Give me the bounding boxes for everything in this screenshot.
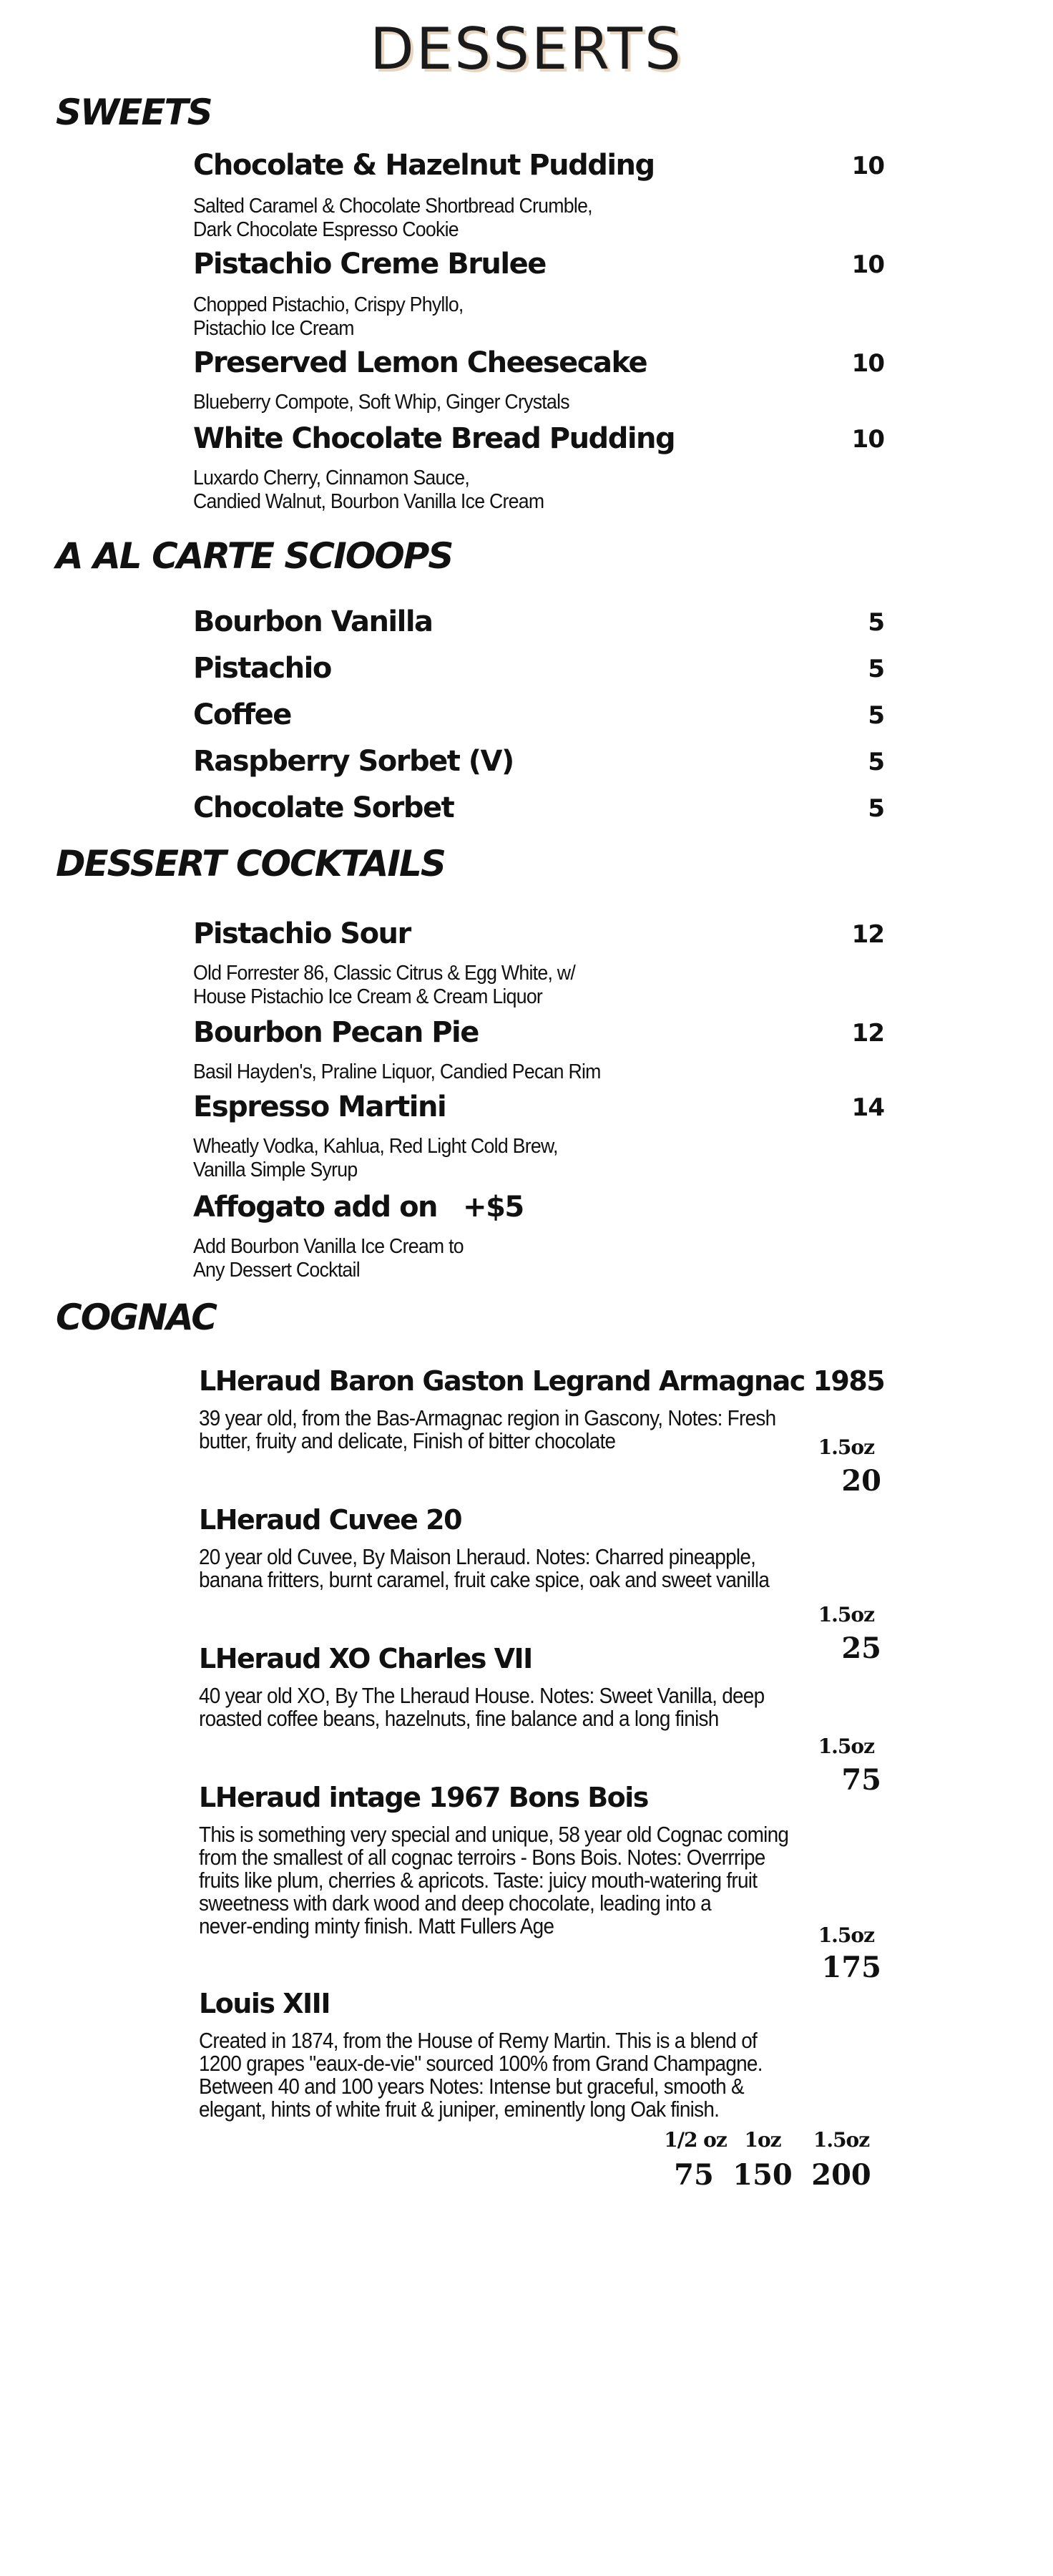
- item-name: LHeraud Baron Gaston Legrand Armagnac 1985: [199, 1365, 885, 1397]
- item-description: Salted Caramel & Chocolate Shortbread Crumble, Dark Chocolate Espresso Cookie: [193, 195, 592, 241]
- pour-size: 1.5oz: [813, 2128, 870, 2152]
- item-price: 10: [851, 250, 884, 279]
- pour-size: 1.5oz: [818, 1435, 874, 1459]
- item-description: Luxardo Cherry, Cinnamon Sauce, Candied Walnut, Bourbon Vanilla Ice Cream: [193, 467, 544, 513]
- item-description: 20 year old Cuvee, By Maison Lheraud. Notes: Charred pineapple, banana fritters, burnt caramel, fruit cake spice, oak and sweet vanilla: [199, 1544, 770, 1592]
- page-title: DESSERTS: [370, 16, 683, 82]
- item-name: Bourbon Vanilla: [193, 605, 433, 638]
- item-name: LHeraud XO Charles VII: [199, 1643, 532, 1674]
- item-name: Pistachio Creme Brulee: [193, 248, 546, 280]
- pour-size: 1.5oz: [818, 1735, 874, 1758]
- item-price: 5: [868, 748, 884, 776]
- item-price: 5: [868, 655, 884, 683]
- item-price: 14: [851, 1093, 884, 1122]
- section-title-cocktails: DESSERT COCKTAILS: [56, 843, 445, 884]
- pour-size: 1oz: [744, 2128, 781, 2152]
- item-price: 75: [674, 2158, 714, 2192]
- pour-size: 1.5oz: [818, 1923, 874, 1947]
- pour-size: 1.5oz: [818, 1603, 874, 1626]
- item-price: 200: [811, 2158, 871, 2192]
- item-price: 20: [841, 1464, 881, 1498]
- item-price: +$5: [463, 1191, 524, 1224]
- item-price: 5: [868, 608, 884, 637]
- item-price: 10: [851, 425, 884, 454]
- item-name: Chocolate Sorbet: [193, 791, 454, 824]
- item-price: 12: [851, 920, 884, 949]
- item-description: Blueberry Compote, Soft Whip, Ginger Crystals: [193, 391, 569, 414]
- pour-size: 1/2 oz: [664, 2128, 727, 2152]
- item-description: Created in 1874, from the House of Remy Martin. This is a blend of 1200 grapes "eaux-de-vie" sourced 100% from Grand Champagne. Between 40 and 100 years Notes: Intense but graceful, smooth & elegant, hints of white fruit & juniper, eminently long Oak finish.: [199, 2028, 763, 2122]
- item-name: Coffee: [193, 698, 291, 731]
- item-name: Louis XIII: [199, 1988, 330, 2019]
- section-title-scoops: A AL CARTE SCIOOPS: [56, 535, 453, 577]
- item-name: Pistachio: [193, 652, 331, 685]
- item-name: Raspberry Sorbet (V): [193, 745, 514, 778]
- item-name: Bourbon Pecan Pie: [193, 1016, 479, 1049]
- item-description: 39 year old, from the Bas-Armagnac region in Gascony, Notes: Fresh butter, fruity and delicate, Finish of bitter chocolate: [199, 1405, 776, 1453]
- item-name: Espresso Martini: [193, 1091, 446, 1123]
- item-name: Pistachio Sour: [193, 917, 411, 950]
- item-price: 175: [821, 1951, 881, 1984]
- item-description: Wheatly Vodka, Kahlua, Red Light Cold Brew, Vanilla Simple Syrup: [193, 1135, 558, 1181]
- item-name: Affogato add on +$5: [193, 1191, 524, 1224]
- item-name: Chocolate & Hazelnut Pudding: [193, 149, 655, 182]
- section-title-cognac: COGNAC: [56, 1297, 216, 1338]
- item-price: 12: [851, 1019, 884, 1048]
- item-description: This is something very special and unique, 58 year old Cognac coming from the smallest of all cognac terroirs - Bons Bois. Notes: Overrripe fruits like plum, cherries & apricots. Taste: juicy mouth-watering fruit sweetness with dark wood and deep chocolate, leading into a never-ending minty finish. Matt Fullers Age: [199, 1822, 789, 1938]
- item-description: Old Forrester 86, Classic Citrus & Egg White, w/ House Pistachio Ice Cream & Cream Liquor: [193, 962, 576, 1008]
- item-name: LHeraud Cuvee 20: [199, 1504, 462, 1536]
- item-price: 75: [841, 1763, 881, 1797]
- item-price: 150: [733, 2158, 793, 2192]
- item-description: Add Bourbon Vanilla Ice Cream to Any Dessert Cocktail: [193, 1235, 464, 1282]
- item-price: 10: [851, 152, 884, 180]
- item-price: 5: [868, 701, 884, 730]
- item-description: Chopped Pistachio, Crispy Phyllo, Pistachio Ice Cream: [193, 293, 464, 340]
- item-name: White Chocolate Bread Pudding: [193, 422, 675, 455]
- section-title-sweets: SWEETS: [56, 92, 212, 133]
- item-name: LHeraud intage 1967 Bons Bois: [199, 1782, 648, 1813]
- item-price: 25: [841, 1631, 881, 1665]
- item-price: 10: [851, 349, 884, 378]
- item-name: Preserved Lemon Cheesecake: [193, 346, 647, 379]
- item-description: Basil Hayden's, Praline Liquor, Candied Pecan Rim: [193, 1060, 601, 1083]
- item-description: 40 year old XO, By The Lheraud House. Notes: Sweet Vanilla, deep roasted coffee beans, hazelnuts, fine balance and a long finish: [199, 1683, 765, 1731]
- item-price: 5: [868, 794, 884, 823]
